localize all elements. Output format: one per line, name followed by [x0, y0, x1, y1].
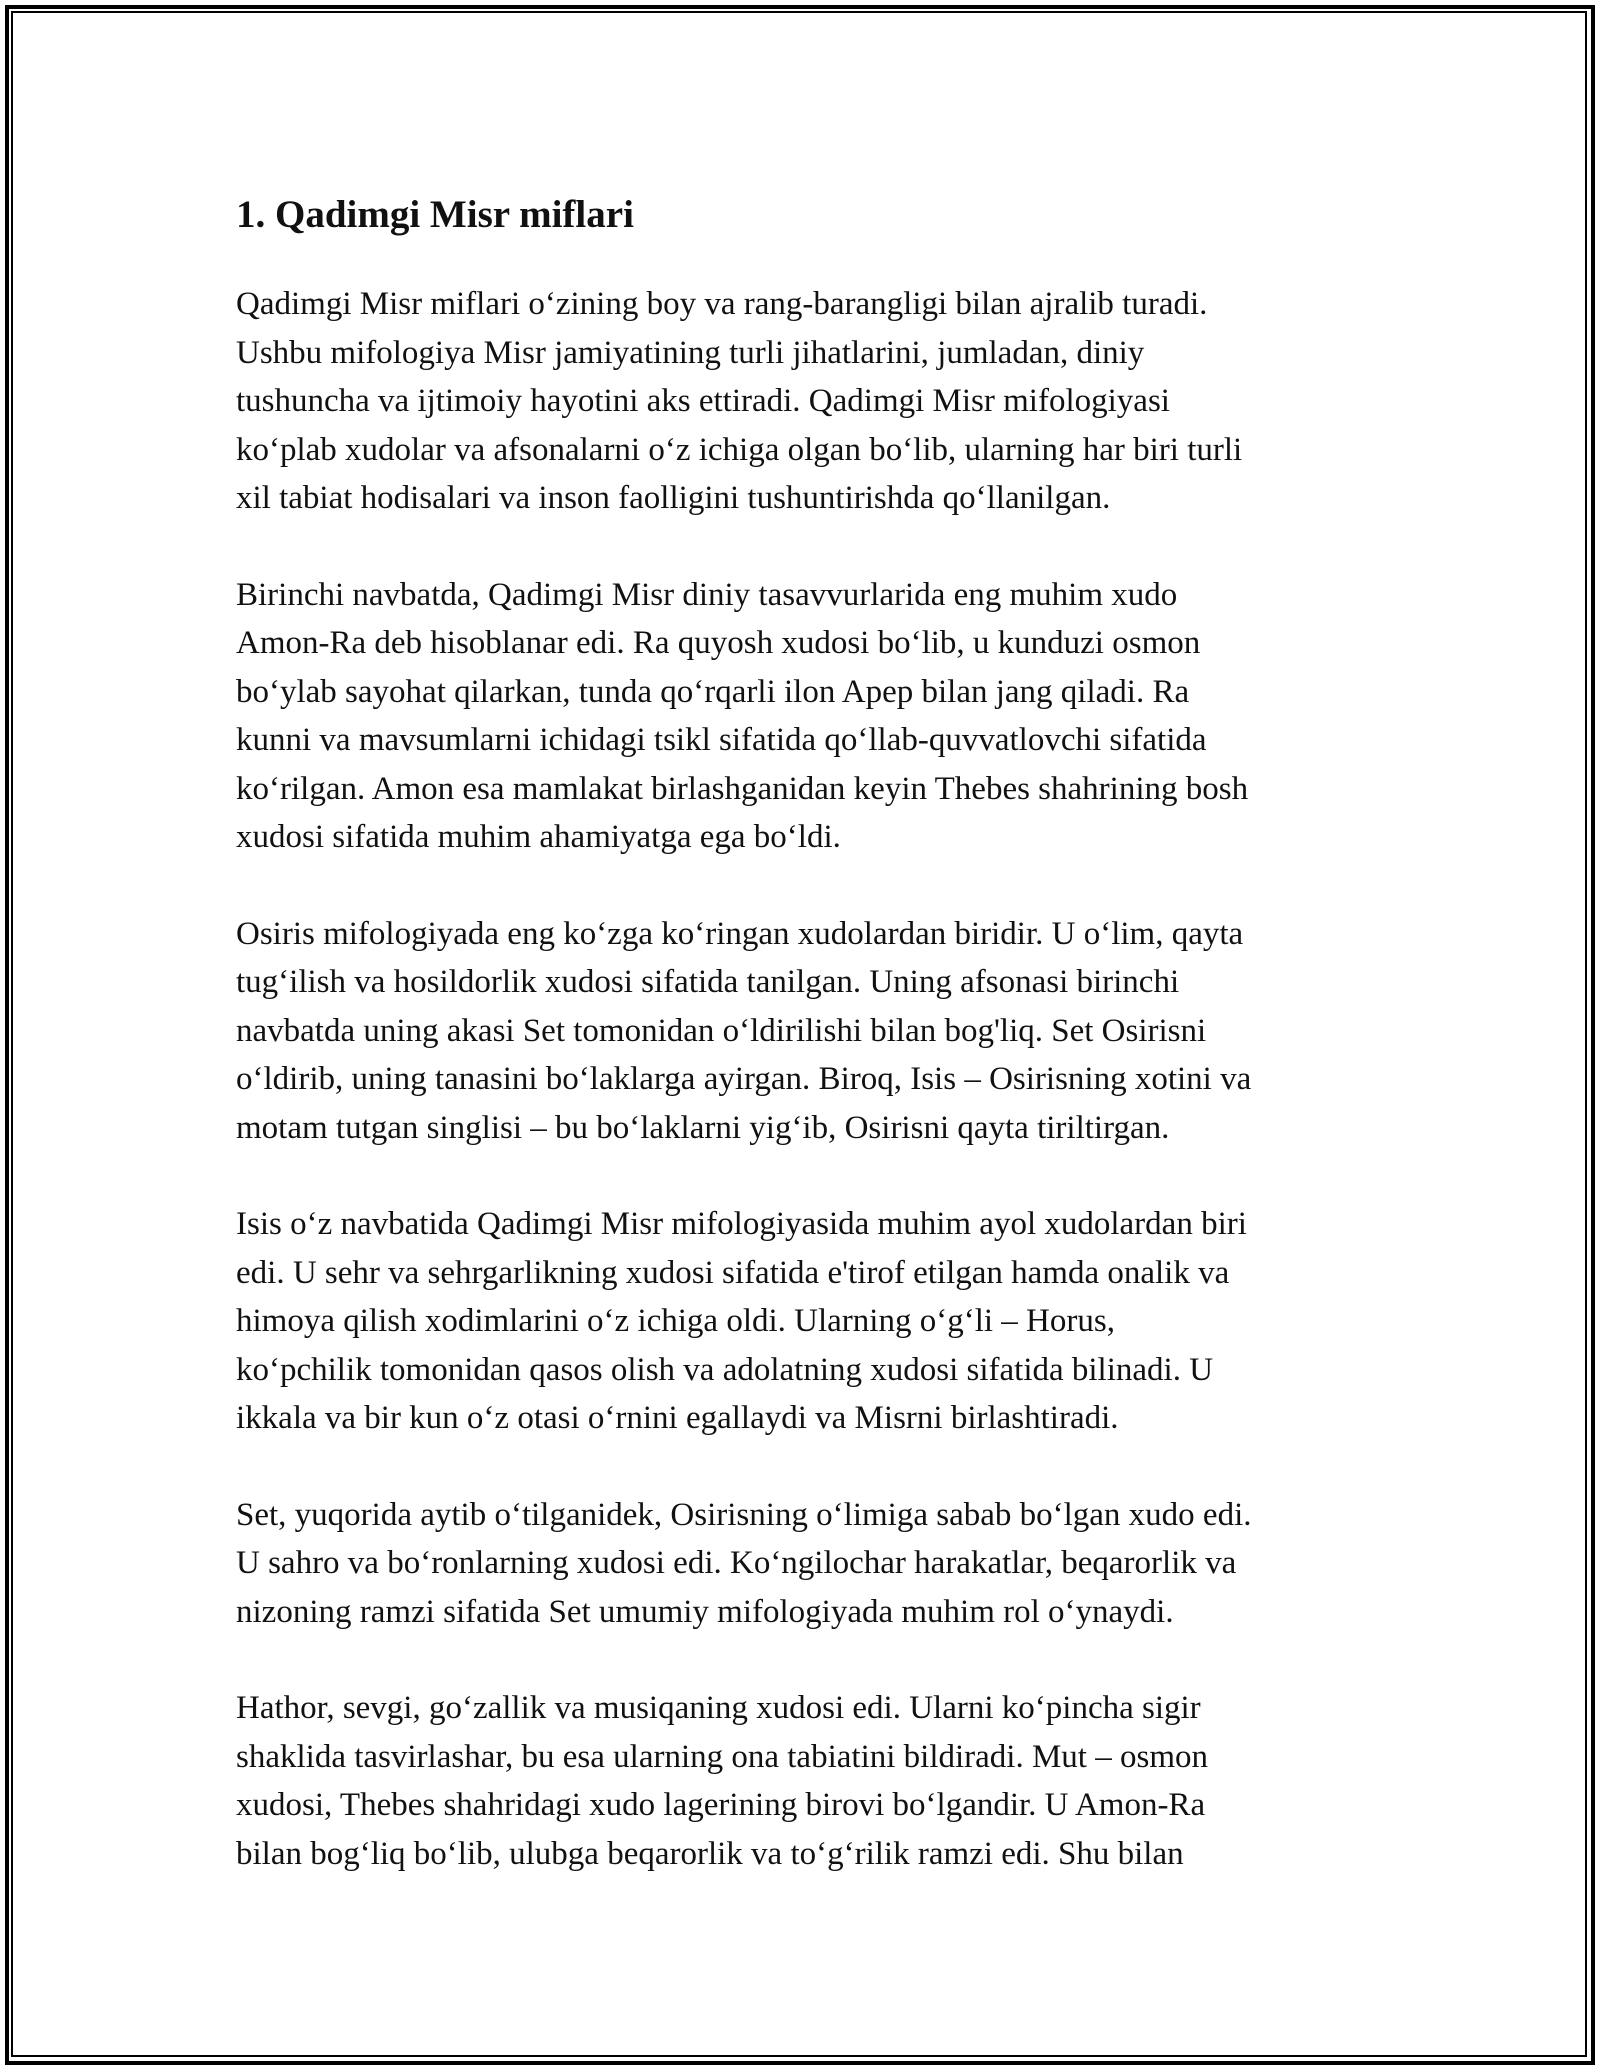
- paragraph-isis: Isis o‘z navbatida Qadimgi Misr mifologiyasida muhim ayol xudolardan biri edi. U sehr va sehrgarlikning xudosi sifatida e'tirof etilgan hamda onalik va himoya qilish xodimlarini o‘z ichiga oldi. Ularning o‘g‘li – Horus, ko‘pchilik tomonidan qasos olish va adolatning xudosi sifatida bilinadi. U ikkala va bir kun o‘z otasi o‘rnini egallaydi va Misrni birlashtiradi.: [236, 1206, 1247, 1436]
- document-page: [236, 180, 1386, 1926]
- paragraph-amon-ra: Birinchi navbatda, Qadimgi Misr diniy tasavvurlarida eng muhim xudo Amon-Ra deb hisoblanar edi. Ra quyosh xudosi bo‘lib, u kunduzi osmon bo‘ylab sayohat qilarkan, tunda qo‘rqarli ilon Apep bilan jang qiladi. Ra kunni va mavsumlarni ichidagi tsikl sifatida qo‘llab-quvvatlovchi sifatida ko‘rilgan. Amon esa mamlakat birlashganidan keyin Thebes shahrining bosh xudosi sifatida muhim ahamiyatga ega bo‘ldi.: [236, 576, 1249, 855]
- paragraph-osiris: Osiris mifologiyada eng ko‘zga ko‘ringan xudolardan biridir. U o‘lim, qayta tug‘ilish va hosildorlik xudosi sifatida tanilgan. Uning afsonasi birinchi navbatda uning akasi Set tomonidan o‘ldirilishi bilan bog'liq. Set Osirisni o‘ldirib, uning tanasini bo‘laklarga ayirgan. Biroq, Isis – Osirisning xotini va motam tutgan singlisi – bu bo‘laklarni yig‘ib, Osirisni qayta tiriltirgan.: [236, 915, 1252, 1146]
- paragraph-set: Set, yuqorida aytib o‘tilganidek, Osirisning o‘limiga sabab bo‘lgan xudo edi. U sahro va bo‘ronlarning xudosi edi. Ko‘ngilochar harakatlar, beqarorlik va nizoning ramzi sifatida Set umumiy mifologiyada muhim rol o‘ynaydi.: [236, 1496, 1252, 1630]
- section-heading: 1. Qadimgi Misr miflari: [236, 193, 634, 236]
- paragraph-hathor: Hathor, sevgi, go‘zallik va musiqaning xudosi edi. Ularni ko‘pincha sigir shaklida tasvirlashar, bu esa ularning ona tabiatini bildiradi. Mut – osmon xudosi, Thebes shahridagi xudo lagerining birovi bo‘lgandir. U Amon-Ra bilan bog‘liq bo‘lib, ulubga beqarorlik va to‘g‘rilik ramzi edi. Shu bilan: [236, 1690, 1208, 1872]
- paragraph-intro: Qadimgi Misr miflari o‘zining boy va rang-barangligi bilan ajralib turadi. Ushbu mifologiya Misr jamiyatining turli jihatlarini, jumladan, diniy tushuncha va ijtimoiy hayotini aks ettiradi. Qadimgi Misr mifologiyasi ko‘plab xudolar va afsonalarni o‘z ichiga olgan bo‘lib, ularning har biri turli xil tabiat hodisalari va inson faolligini tushuntirishda qo‘llanilgan.: [236, 286, 1243, 516]
